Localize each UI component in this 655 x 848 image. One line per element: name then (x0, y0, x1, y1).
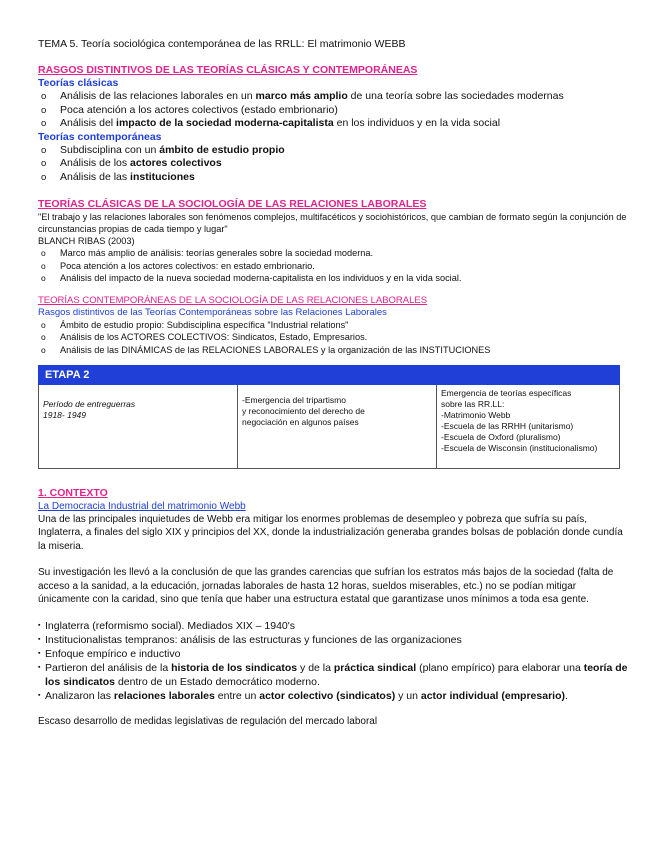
list-item: o Poca atención a los actores colectivos (estado embrionario) (38, 104, 628, 118)
list-item: o Análisis de las relaciones laborales en un marco más amplio de una teoría sobre las sociedades modernas (38, 90, 628, 104)
contexto-link[interactable]: La Democracia Industrial del matrimonio Webb (38, 500, 246, 512)
contemporaneas-subheading: Teorías contemporáneas (38, 130, 162, 143)
list-item: ▪ Institucionalistas tempranos: análisis de las estructuras y funciones de las organizaciones (38, 633, 628, 647)
list-item: o Análisis de los actores colectivos (38, 157, 628, 171)
contexto-paragraph-1: Una de las principales inquietudes de Webb era mitigar los enormes problemas de desempleo y pobreza que sufría su país, Inglaterra, a finales del siglo XIX y principios del XX, donde la industrialización generaba grandes bolsas de población donde cundía la miseria. (38, 513, 623, 552)
list-item: ▪ Inglaterra (reformismo social). Mediados XIX – 1940's (38, 619, 628, 633)
contexto-heading: 1. CONTEXTO (38, 486, 108, 499)
list-item: ▪ Enfoque empírico e inductivo (38, 647, 628, 661)
list-item: o Poca atención a los actores colectivos: en estado embrionario. (38, 260, 628, 273)
list-item: o Marco más amplio de análisis: teorías generales sobre la sociedad moderna. (38, 247, 628, 260)
document-title: TEMA 5. Teoría sociológica contemporánea de las RRLL: El matrimonio WEBB (38, 38, 406, 50)
etapa-events-cell: -Emergencia del tripartismo y reconocimiento del derecho de negociación en algunos países (238, 384, 437, 468)
quote-author: BLANCH RIBAS (2003) (38, 236, 135, 246)
list-item: o Subdisciplina con un ámbito de estudio propio (38, 144, 628, 158)
list-item: ▪ Partieron del análisis de la historia de los sindicatos y de la práctica sindical (plano empírico) para elaborar una teoría de los sindicatos dentro de un Estado democrático moderno. (38, 661, 628, 689)
contexto-closing: Escaso desarrollo de medidas legislativas de regulación del mercado laboral (38, 715, 378, 727)
list-item: o Análisis del impacto de la sociedad moderna-capitalista en los individuos y en la vida social (38, 117, 628, 131)
contemporaneas-list (38, 144, 628, 185)
etapa-theories-cell: Emergencia de teorías específicas sobre las RR.LL: -Matrimonio Webb -Escuela de las RRHH (unitarismo) -Escuela de Oxford (pluralismo) -Escuela de Wisconsin (institucionalismo) (437, 384, 620, 468)
list-item: o Análisis de las DINÁMICAS de las RELACIONES LABORALES y la organización de las INSTITUCIONES (38, 344, 628, 357)
clasicas-subheading: Teorías clásicas (38, 77, 119, 89)
contemporaneas-section-list (38, 319, 628, 357)
list-item: o Ámbito de estudio propio: Subdisciplina específica "Industrial relations" (38, 319, 628, 332)
clasicas-section-heading: TEORÍAS CLÁSICAS DE LA SOCIOLOGÍA DE LAS RELACIONES LABORALES (38, 198, 427, 210)
document-page (38, 38, 628, 728)
clasicas-list (38, 90, 628, 131)
etapa-table (38, 365, 620, 469)
list-item: o Análisis del impacto de la nueva sociedad moderna-capitalista en los individuos y en la vida social. (38, 272, 628, 285)
etapa-header: ETAPA 2 (39, 365, 620, 384)
contemporaneas-section-sub: Rasgos distintivos de las Teorías Contemporáneas sobre las Relaciones Laborales (38, 306, 387, 318)
contemporaneas-section-heading: TEORÍAS CONTEMPORÁNEAS DE LA SOCIOLOGÍA DE LAS RELACIONES LABORALES (38, 294, 428, 306)
quote: "El trabajo y las relaciones laborales son fenómenos complejos, multifacéticos y sociohistóricos, que cambian de formato según la conjunción de circunstancias propias de cada tiempo y lugar" (38, 212, 627, 234)
rasgos-heading: RASGOS DISTINTIVOS DE LAS TEORÍAS CLÁSICAS Y CONTEMPORÁNEAS (38, 64, 418, 76)
list-item: ▪ Analizaron las relaciones laborales entre un actor colectivo (sindicatos) y un actor individual (empresario). (38, 689, 628, 703)
list-item: o Análisis de los ACTORES COLECTIVOS: Sindicatos, Estado, Empresarios. (38, 331, 628, 344)
list-item: o Análisis de las instituciones (38, 171, 628, 185)
contexto-paragraph-2: Su investigación les llevó a la conclusión de que las grandes carencias que sufrían los estratos más bajos de la sociedad (falta de acceso a la sanidad, a la educación, jornadas laborales de hasta 12 horas, sueldos miserables, etc.) no se podían mitigar únicamente con la caridad, sino que tenía que haber una estructura estatal que garantizase unos mínimos a toda esa gente. (38, 567, 614, 606)
etapa-period-cell: Período de entreguerras 1918- 1949 (39, 384, 238, 468)
clasicas-section-list (38, 247, 628, 285)
contexto-bullets (38, 619, 628, 703)
